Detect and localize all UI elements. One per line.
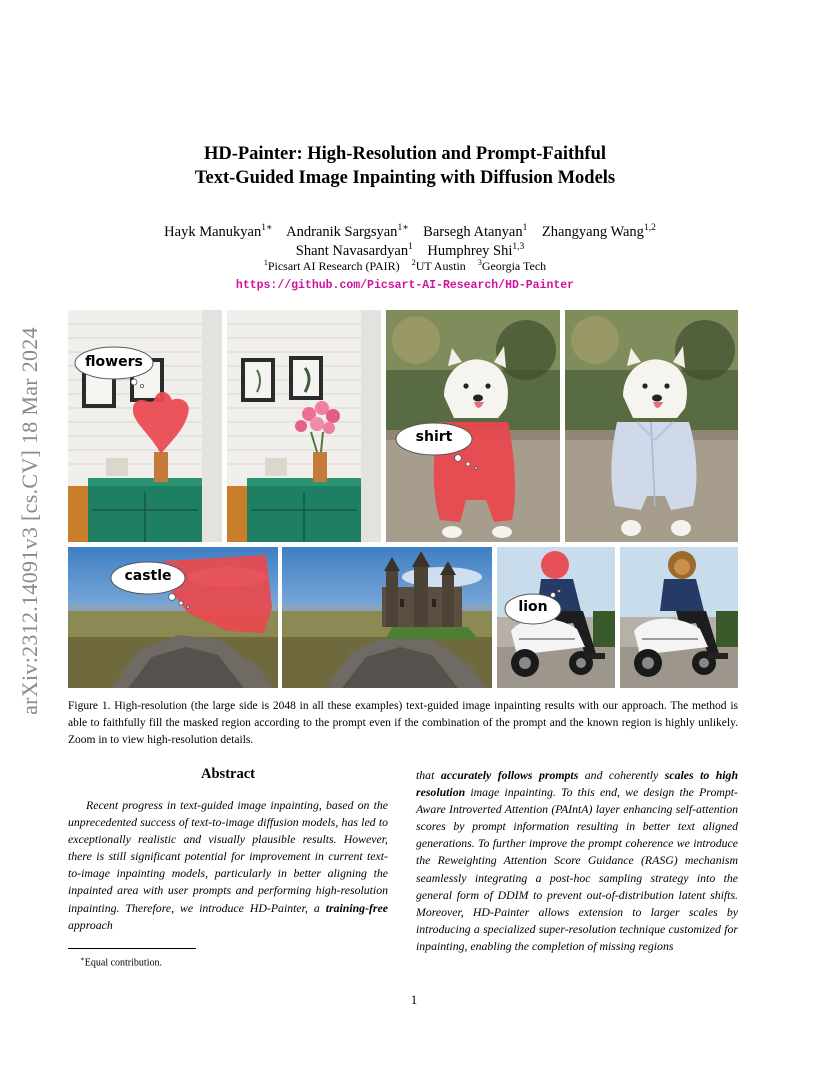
author-name: Andranik Sargsyan: [286, 223, 398, 240]
affiliations: [100, 258, 710, 274]
prompt-label-castle: castle: [124, 568, 172, 584]
author-sup: 1∗: [397, 223, 409, 233]
footnote-text: Equal contribution.: [84, 957, 162, 969]
abstract-emphasis: accurately follows prompts: [440, 768, 579, 782]
affil-sup: 3: [477, 258, 482, 267]
figure-caption: Figure 1. High-resolution (the large side is 2048 in all these examples) text-guided image inpainting results with our approach. The method is able to faithfully fill the masked region according to the prompt even if the combination of the prompt and the known region is highly unlikely. Zoom in to view high-resolution details.: [68, 700, 738, 746]
footnote-rule: [68, 948, 196, 949]
footnote: [80, 955, 162, 968]
abstract-text: image inpainting. To this end, we design the Prompt-Aware Introverted Attention (PAIntA) layer enhancing self-attention scores by prompt information resulting in better text aligned generations. To further improve the prompt coherence we introduce the Reweighting Attention Score Guidance (RASG) mechanism seamlessly integrating a post-hoc sampling strategy into the general form of DDIM to prevent out-of-distribution latent shifts. Moreover, HD-Painter allows extension to larger scales by introducing a specialized super-resolution technique customized for inpainting, enabling the completion of missing regions: [416, 785, 738, 953]
panel-flowers-input: [68, 310, 222, 542]
shirt-output-image: [565, 310, 738, 542]
arxiv-identifier: arXiv:2312.14091v3 [cs.CV] 18 Mar 2024: [17, 327, 42, 715]
panel-castle-output: [282, 547, 492, 688]
arxiv-side-stamp: [14, 282, 46, 760]
page-number: 1: [410, 992, 418, 1007]
title-line-2: Text-Guided Image Inpainting with Diffusion Models: [194, 168, 616, 188]
abstract-text: approach: [68, 917, 113, 932]
author-sup: 1: [522, 223, 528, 233]
affil-sup: 2: [411, 258, 416, 267]
teaser-figure: [68, 310, 738, 688]
author-name: Humphrey Shi: [427, 242, 513, 259]
lion-output-image: [620, 547, 738, 688]
prompt-bubble-shirt: [392, 420, 484, 472]
author-name: Barsegh Atanyan: [423, 223, 523, 240]
affil-name: UT Austin: [415, 259, 466, 273]
abstract-text: and coherently: [578, 768, 665, 782]
abstract-text: Recent progress in text-guided image inpainting, based on the unprecedented success of text-to-image diffusion models, has led to exceptionally realistic and visually plausible results. However, there is still significant potential for improvement in current text-to-image inpainting models, particularly in better aligning the inpainted area with user prompts and performing high-resolution inpainting. Therefore, we introduce HD-Painter, a: [68, 798, 388, 915]
abstract-emphasis: training-free: [325, 900, 388, 915]
castle-output-image: [282, 547, 492, 688]
author-sup: 1: [408, 242, 413, 252]
author-sup: 1,2: [643, 223, 656, 233]
author-sup: 1,3: [512, 242, 525, 252]
panel-castle-input: [68, 547, 278, 688]
affil-name: Picsart AI Research (PAIR): [267, 259, 400, 273]
prompt-label-lion: lion: [518, 599, 548, 615]
panel-shirt-output: [565, 310, 738, 542]
footnote-mark: ∗: [80, 955, 85, 963]
panel-lion-input: [497, 547, 615, 688]
abstract-left-column: [68, 797, 388, 934]
affil-name: Georgia Tech: [481, 259, 547, 273]
paper-title: [100, 142, 710, 190]
author-name: Zhangyang Wang: [541, 223, 644, 240]
author-name: Hayk Manukyan: [164, 223, 262, 240]
repo-link[interactable]: https://github.com/Picsart-AI-Research/HD-Painter: [235, 279, 575, 292]
panel-flowers-output: [227, 310, 381, 542]
author-name: Shant Navasardyan: [295, 242, 409, 259]
flowers-output-image: [227, 310, 381, 542]
panel-shirt-input: [386, 310, 560, 542]
title-line-1: HD-Painter: High-Resolution and Prompt-Faithful: [203, 144, 607, 164]
author-sup: 1∗: [261, 223, 273, 233]
abstract-heading: Abstract: [201, 766, 255, 782]
abstract-text: that: [416, 768, 441, 782]
prompt-bubble-castle: [108, 559, 194, 611]
prompt-label-shirt: shirt: [415, 429, 453, 445]
abstract-emphasis: scales to high resolution: [416, 768, 739, 800]
prompt-label-flowers: flowers: [85, 354, 143, 370]
abstract-right-column: [416, 767, 738, 955]
affil-sup: 1: [263, 258, 268, 267]
panel-lion-output: [620, 547, 738, 688]
